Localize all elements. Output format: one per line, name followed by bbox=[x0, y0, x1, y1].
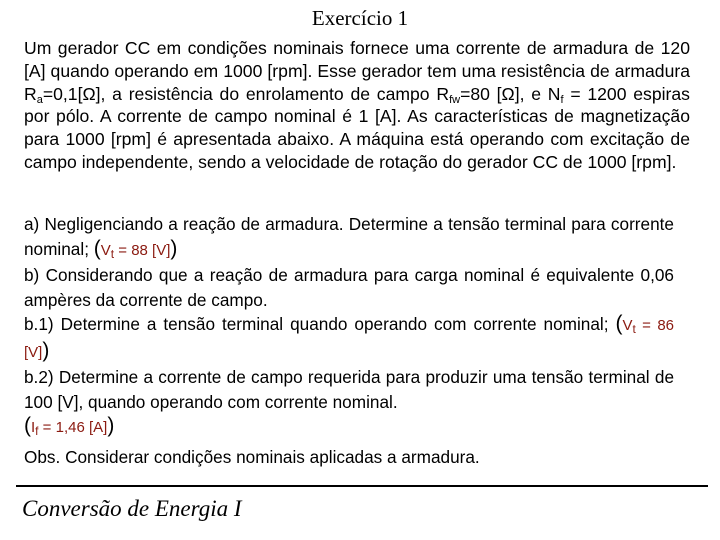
question-b: b) Considerando que a reação de armadura para carga nominal é equivalente 0,06 ampères da corrente de campo. bbox=[24, 265, 674, 310]
question-b2: b.2) Determine a corrente de campo requerida para produzir uma tensão terminal de 100 [V], quando operando com corrente nominal. bbox=[24, 367, 674, 412]
rfw-subscript: fw bbox=[449, 93, 461, 106]
observation-note: Obs. Considerar condições nominais aplicadas a armadura. bbox=[24, 446, 480, 467]
problem-statement bbox=[24, 37, 690, 174]
nf-subscript: f bbox=[560, 93, 564, 106]
statement-text-3: =80 [Ω], e N bbox=[460, 83, 561, 104]
footer-divider bbox=[16, 485, 708, 487]
ra-subscript: a bbox=[36, 93, 43, 106]
answer-a-value: = 88 [V] bbox=[114, 241, 171, 259]
question-b1-text: b.1) Determine a tensão terminal quando operando com corrente nominal; bbox=[24, 314, 616, 334]
statement-text-4: = 1200 espiras por pólo. A corrente de campo nominal é 1 [A]. As características de magnetização para 1000 [rpm] é apresentada abaixo. A máquina está operando com excitação de campo independente, sendo a velocidade de rotação do gerador CC de 1000 [rpm]. bbox=[24, 83, 690, 172]
answer-b2-var: I bbox=[31, 419, 36, 436]
question-a-text: a) Negligenciando a reação de armadura. Determine a tensão terminal para corrente nominal; bbox=[24, 214, 674, 259]
answer-b2-open: ( bbox=[24, 414, 31, 437]
answer-b2-close: ) bbox=[107, 414, 115, 437]
answer-b2-sub: f bbox=[35, 424, 39, 438]
course-footer: Conversão de Energia I bbox=[22, 496, 242, 521]
answer-a-close: ) bbox=[170, 236, 178, 260]
question-b1 bbox=[24, 312, 674, 365]
answer-a-sub: t bbox=[110, 246, 115, 261]
questions-block bbox=[24, 212, 674, 469]
answer-a-open: ( bbox=[93, 236, 101, 260]
answer-b1-close: ) bbox=[42, 338, 50, 362]
answer-b2 bbox=[24, 416, 114, 436]
statement-text-2: =0,1[Ω], a resistência do enrolamento de campo R bbox=[42, 83, 450, 104]
answer-b2-line bbox=[24, 414, 674, 441]
answer-a-var: V bbox=[100, 241, 111, 259]
statement-text-1: Um gerador CC em condições nominais fornece uma corrente de armadura de 120 [A] quando operando em 1000 [rpm]. Esse gerador tem uma resistência de armadura R bbox=[24, 38, 690, 104]
answer-b1-open: ( bbox=[615, 312, 623, 335]
answer-b1-sub: t bbox=[632, 322, 636, 336]
answer-b2-value: = 1,46 [A] bbox=[38, 419, 108, 436]
answer-a bbox=[93, 236, 178, 261]
exercise-title: Exercício 1 bbox=[311, 6, 409, 30]
question-a bbox=[24, 212, 674, 263]
answer-b1-value: = 86 [V] bbox=[24, 317, 674, 361]
answer-b1-var: V bbox=[622, 317, 633, 334]
